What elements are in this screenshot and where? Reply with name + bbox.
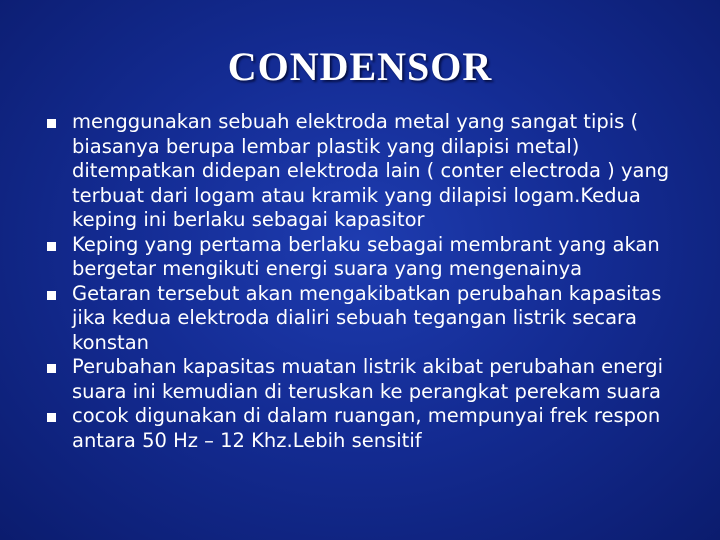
square-bullet-icon [47, 291, 56, 300]
square-bullet-icon [47, 413, 56, 422]
bullet-item [44, 282, 694, 356]
square-bullet-icon [47, 242, 56, 251]
bullet-text: Perubahan kapasitas muatan listrik akibat perubahan energi suara ini kemudian di teruskan ke perangkat perekam suara [72, 355, 664, 403]
square-bullet-icon [47, 119, 56, 128]
bullet-text: cocok digunakan di dalam ruangan, mempunyai frek respon antara 50 Hz – 12 Khz.Lebih sensitif [72, 404, 661, 452]
bullet-item [44, 404, 694, 453]
bullet-item [44, 355, 694, 404]
bullet-item [44, 110, 694, 233]
square-bullet-icon [47, 364, 56, 373]
bullet-text: Keping yang pertama berlaku sebagai membrant yang akan bergetar mengikuti energi suara yang mengenainya [72, 232, 660, 280]
bullet-text: menggunakan sebuah elektroda metal yang sangat tipis ( biasanya berupa lembar plastik yang dilapisi metal) ditempatkan didepan elektroda lain ( conter electroda ) yang terbuat dari logam atau kramik yang dilapisi logam.Kedua keping ini berlaku sebagai kapasitor [72, 110, 670, 231]
bullet-list [44, 110, 694, 453]
slide-title: CONDENSOR [227, 44, 493, 89]
bullet-item [44, 233, 694, 282]
bullet-text: Getaran tersebut akan mengakibatkan perubahan kapasitas jika kedua elektroda dialiri sebuah tegangan listrik secara konstan [72, 281, 662, 354]
